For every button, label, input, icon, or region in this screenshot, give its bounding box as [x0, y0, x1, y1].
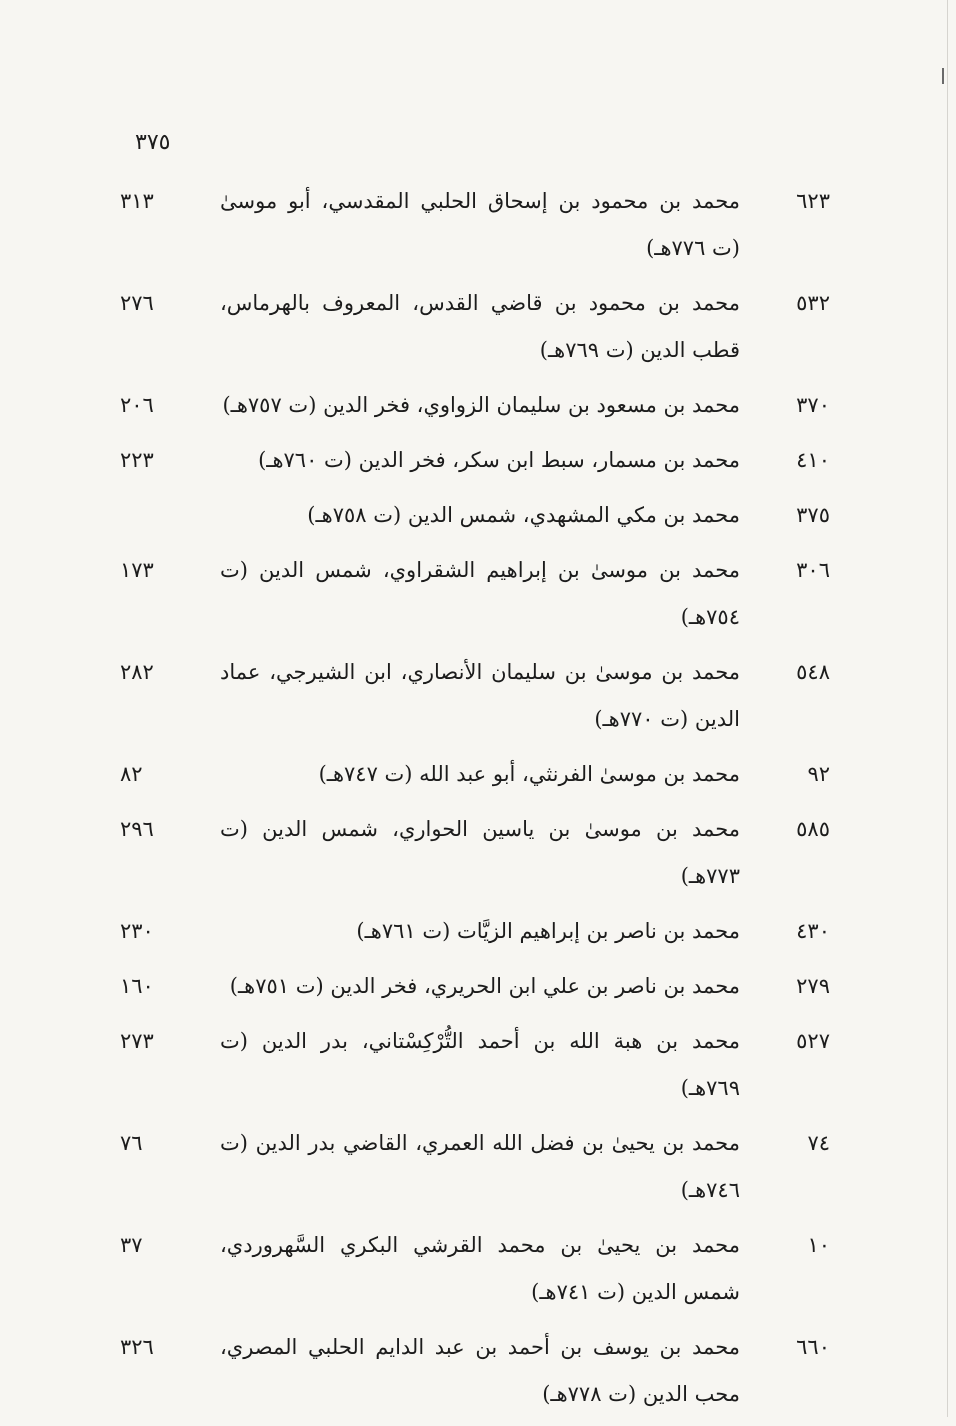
entry-text: محمد بن ناصر بن علي ابن الحريري، فخر الدين (ت ٧٥١هـ) [229, 974, 740, 998]
index-entry [120, 437, 830, 484]
entry-page: ١٦٠ [120, 974, 154, 998]
entry-text: محمد بن موسىٰ بن إبراهيم الشقراوي، شمس الدين (ت ٧٥٤هـ) [220, 558, 740, 629]
entry-page: ٢٧٦ [120, 291, 154, 315]
entry-page: ٣٧ [120, 1233, 143, 1257]
index-entry [120, 1324, 830, 1418]
entry-id: ٢٧٩ [796, 974, 830, 998]
entry-page: ١٧٣ [120, 558, 154, 582]
entry-text: محمد بن موسىٰ بن ياسين الحواري، شمس الدين (ت ٧٧٣هـ) [220, 817, 740, 888]
entry-id: ٤٣٠ [796, 919, 830, 943]
entry-text: محمد بن ناصر بن إبراهيم الزيَّات (ت ٧٦١هـ) [356, 919, 740, 943]
entry-text: محمد بن هبة الله بن أحمد التُّرْكِسْتاني، بدر الدين (ت ٧٦٩هـ) [220, 1029, 740, 1100]
entry-text: محمد بن يحيىٰ بن فضل الله العمري، القاضي بدر الدين (ت ٧٤٦هـ) [220, 1131, 740, 1202]
entry-page: ٣١٣ [120, 189, 154, 213]
entry-id: ٩٢ [807, 762, 830, 786]
entry-text: محمد بن محمود بن قاضي القدس، المعروف بالهرماس، قطب الدين (ت ٧٦٩هـ) [220, 291, 740, 362]
entry-page: ٨٢ [120, 762, 143, 786]
entry-id: ٥٨٥ [796, 817, 830, 841]
index-entry [120, 1018, 830, 1112]
entry-id: ٥٤٨ [796, 660, 830, 684]
entry-text: محمد بن يوسف بن أحمد بن عبد الدايم الحلبي المصري، محب الدين (ت ٧٧٨هـ) [220, 1335, 740, 1406]
entry-text: محمد بن موسىٰ الفرنثي، أبو عبد الله (ت ٧٤٧هـ) [318, 762, 740, 786]
entry-id: ٣٧٠ [796, 393, 830, 417]
index-entry [120, 1120, 830, 1214]
entry-id: ٦٦٠ [796, 1335, 830, 1359]
entry-page: ٢٩٦ [120, 817, 154, 841]
entry-text: محمد بن مسمار، سبط ابن سكر، فخر الدين (ت ٧٦٠هـ) [258, 448, 740, 472]
entry-id: ٣٠٦ [796, 558, 830, 582]
entry-id: ١٠ [807, 1233, 830, 1257]
entry-text: محمد بن مسعود بن سليمان الزواوي، فخر الدين (ت ٧٥٧هـ) [222, 393, 740, 417]
edge-mark [942, 68, 944, 84]
entry-id: ٣٧٥ [796, 503, 830, 527]
index-entry [120, 492, 830, 539]
entry-id: ٥٢٧ [796, 1029, 830, 1053]
entry-id: ٧٤ [807, 1131, 830, 1155]
entry-text: محمد بن مكي المشهدي، شمس الدين (ت ٧٥٨هـ) [307, 503, 740, 527]
index-entry [120, 1222, 830, 1316]
entry-page: ٢٣٠ [120, 919, 154, 943]
index-entry [120, 963, 830, 1010]
entry-page: ٢٨٢ [120, 660, 154, 684]
index-entry [120, 751, 830, 798]
entry-text: محمد بن محمود بن إسحاق الحلبي المقدسي، أبو موسىٰ (ت ٧٧٦هـ) [220, 189, 740, 260]
entry-page: ٢٠٦ [120, 393, 154, 417]
index-entry [120, 908, 830, 955]
index-entry [120, 649, 830, 743]
entry-id: ٤١٠ [796, 448, 830, 472]
entry-page: ٧٦ [120, 1131, 143, 1155]
page-edge [947, 0, 948, 1417]
entry-page: ٢٧٣ [120, 1029, 154, 1053]
index-entry [120, 547, 830, 641]
page-number: ٣٧٥ [135, 130, 171, 155]
index-entry [120, 382, 830, 429]
index-entry [120, 806, 830, 900]
entry-text: محمد بن موسىٰ بن سليمان الأنصاري، ابن الشيرجي، عماد الدين (ت ٧٧٠هـ) [220, 660, 740, 731]
entry-id: ٥٣٢ [796, 291, 830, 315]
index-entry [120, 280, 830, 374]
entry-text: محمد بن يحيىٰ بن محمد القرشي البكري السَّهروردي، شمس الدين (ت ٧٤١هـ) [220, 1233, 740, 1304]
entry-page: ٣٢٦ [120, 1335, 154, 1359]
entry-id: ٦٢٣ [796, 189, 830, 213]
index-entries [120, 178, 830, 1426]
entry-page: ٢٢٣ [120, 448, 154, 472]
index-entry [120, 178, 830, 272]
